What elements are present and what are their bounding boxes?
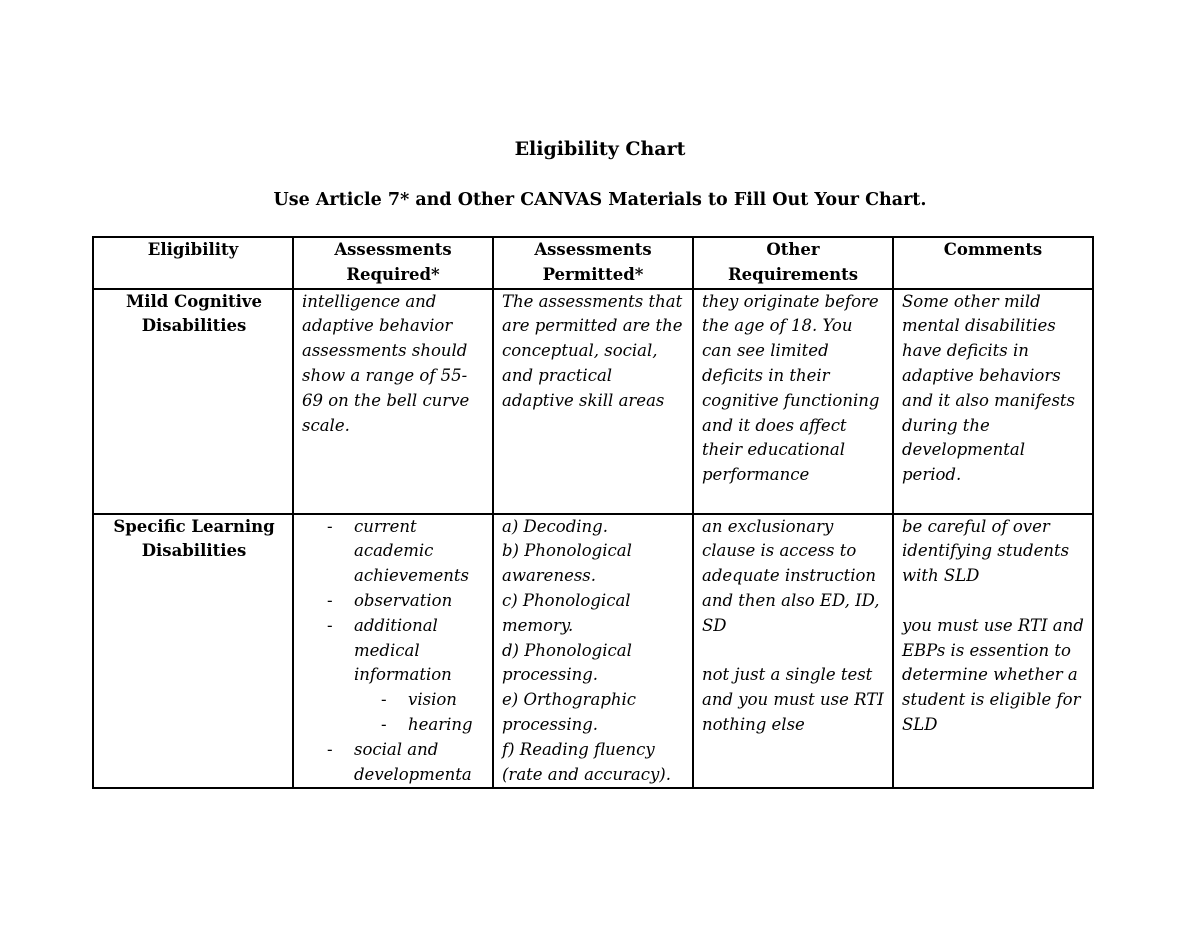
header-assessments-required: Assessments Required* — [293, 237, 493, 289]
eligibility-table — [92, 236, 1094, 789]
table-row — [93, 514, 1093, 789]
document-title: Eligibility Chart — [514, 138, 686, 160]
header-other-requirements: Other Requirements — [693, 237, 893, 289]
other-paragraph: an exclusionary clause is access to adequate instruction and then also ED, ID, SD — [702, 516, 880, 635]
spacer — [902, 589, 1086, 614]
document-subtitle: Use Article 7* and Other CANVAS Materials to Fill Out Your Chart. — [273, 190, 927, 210]
assessments-required-cell — [293, 514, 493, 789]
eligibility-cell: Specific Learning Disabilities — [93, 514, 293, 789]
permitted-item: b) Phonological awareness. — [502, 541, 632, 586]
list-item: - social and developmenta — [300, 738, 486, 788]
header-assessments-permitted: Assessments Permitted* — [493, 237, 693, 289]
sub-list-item: - hearing — [354, 713, 486, 738]
list-item — [300, 614, 486, 738]
table-row — [93, 289, 1093, 514]
other-requirements-cell: they originate before the age of 18. You can see limited deficits in their cognitive functioning and it does affect their educational performance — [693, 289, 893, 514]
permitted-item: d) Phonological processing. — [502, 640, 632, 685]
assessments-permitted-cell: The assessments that are permitted are the conceptual, social, and practical adaptive skill areas — [493, 289, 693, 514]
table-header-row — [93, 237, 1093, 289]
other-requirements-cell — [693, 514, 893, 789]
spacer — [702, 639, 886, 664]
eligibility-cell: Mild Cognitive Disabilities — [93, 289, 293, 514]
list-item: - observation — [300, 589, 486, 614]
comments-paragraph: be careful of over identifying students with SLD — [902, 516, 1070, 586]
assessments-permitted-cell — [493, 514, 693, 789]
comments-cell — [893, 514, 1093, 789]
comments-paragraph: you must use RTI and EBPs is essention to determine whether a student is eligible for SLD — [902, 615, 1084, 734]
permitted-item: e) Orthographic processing. — [502, 690, 637, 734]
permitted-item: f) Reading fluency (rate and accuracy). — [502, 739, 671, 784]
assessments-required-cell: intelligence and adaptive behavior assessments should show a range of 55-69 on the bell curve scale. — [293, 289, 493, 514]
permitted-item: c) Phonological memory. — [502, 590, 631, 635]
permitted-item: a) Decoding. — [502, 516, 608, 536]
required-list — [300, 515, 486, 788]
comments-cell: Some other mild mental disabilities have deficits in adaptive behaviors and it also manifests during the developmental period. — [893, 289, 1093, 514]
header-eligibility: Eligibility — [93, 237, 293, 289]
other-paragraph: not just a single test and you must use RTI nothing else — [702, 665, 884, 734]
header-comments: Comments — [893, 237, 1093, 289]
list-item-label: additional medical information — [354, 615, 452, 685]
sub-list-item: - vision — [354, 688, 486, 713]
list-item: - current academic achievements — [300, 515, 486, 589]
sub-list — [354, 688, 486, 738]
